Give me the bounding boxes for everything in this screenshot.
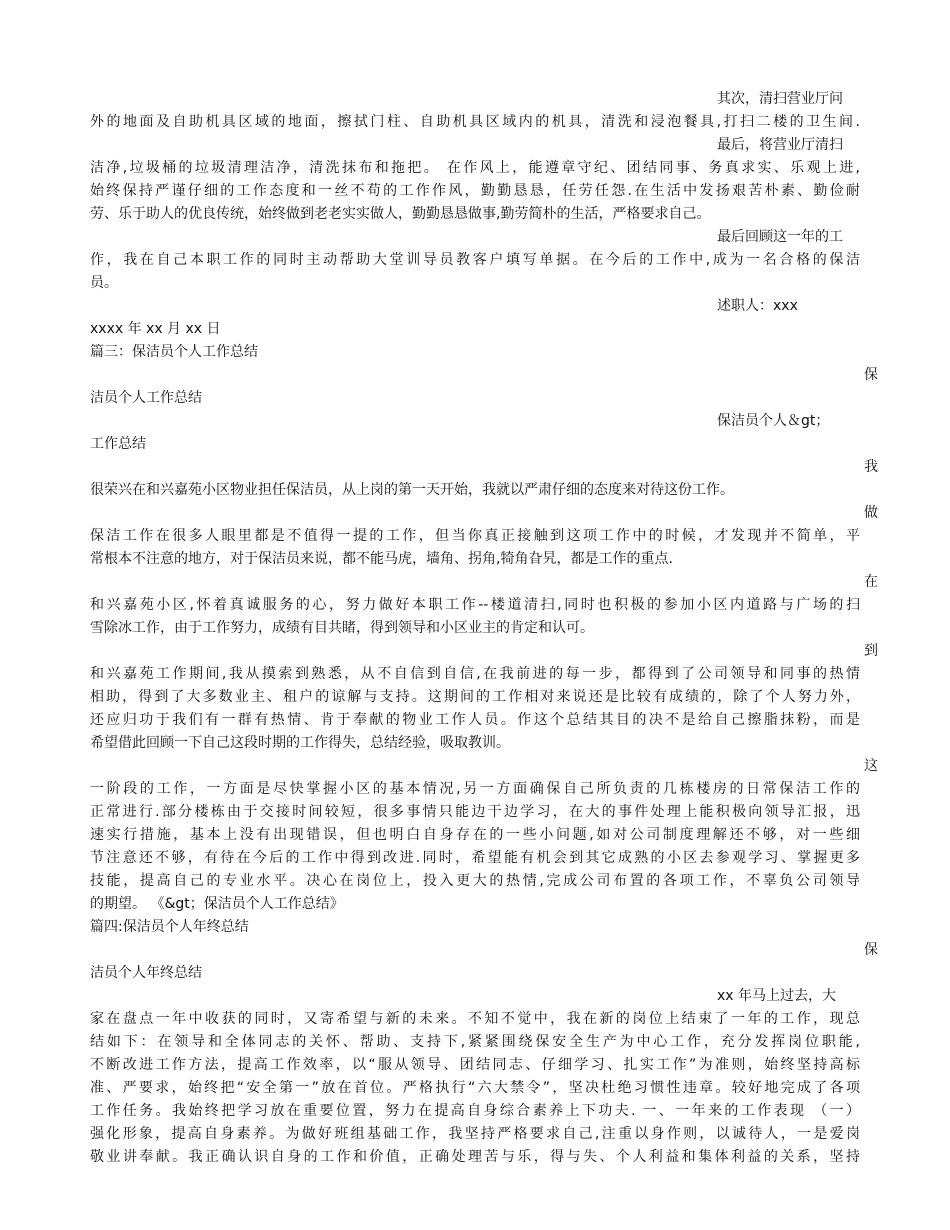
text-line: 强化形象，提高自身素养。为做好班组基础工作，我坚持严格要求自己,注重以身作则，以诚待人，一是爱岗 xyxy=(90,1126,860,1142)
text-line: 保 xyxy=(864,367,878,383)
text-line: 和兴嘉苑工作期间,我从摸索到熟悉，从不自信到自信,在我前进的每一步，都得到了公司领导和同事的热情 xyxy=(90,666,860,682)
text-line: 其次，清扫营业厅问 xyxy=(717,91,843,107)
text-line: 的期望。 《&gt；保洁员个人工作总结》 xyxy=(90,896,344,912)
text-line: 最后回顾这一年的工 xyxy=(717,229,843,245)
text-line: 还应归功于我们有一群有热情、肯于奉献的物业工作人员。作这个总结其目的决不是给自己擦脂抹粉，而是 xyxy=(90,712,860,728)
text-line: 保洁员个人＆gt； xyxy=(717,413,830,429)
text-line: 述职人：xxx xyxy=(717,298,798,314)
text-line: 常根本不注意的地方，对于保洁员来说，都不能马虎，墙角、拐角,犄角旮旯，都是工作的重点. xyxy=(90,551,673,567)
text-line: 雪除冰工作，由于工作努力，成绩有目共睹，得到领导和小区业主的肯定和认可。 xyxy=(90,620,594,636)
text-line: 洁员个人工作总结 xyxy=(90,390,202,406)
text-line: xxxx 年 xx 月 xx 日 xyxy=(90,321,221,337)
text-line: 工作总结 xyxy=(90,436,146,452)
text-line: 在 xyxy=(864,574,878,590)
text-line: 做 xyxy=(864,505,878,521)
text-line: 保洁工作在很多人眼里都是不值得一提的工作，但当你真正接触到这项工作中的时候，才发现并不简单，平 xyxy=(90,528,860,544)
text-line: 洁员个人年终总结 xyxy=(90,965,202,981)
text-line: 保 xyxy=(864,942,878,958)
text-line: 篇三：保洁员个人工作总结 xyxy=(90,344,258,360)
text-line: 节注意还不够，有待在今后的工作中得到改进.同时，希望能有机会到其它成熟的小区去参观学习、掌握更多 xyxy=(90,850,860,866)
text-line: 希望借此回顾一下自己这段时期的工作得失，总结经验，吸取教训。 xyxy=(90,735,510,751)
text-line: 始终保持严谨仔细的工作态度和一丝不苟的工作作风，勤勤恳恳，任劳任怨.在生活中发扬艰苦朴素、勤俭耐 xyxy=(90,183,860,199)
text-line: 最后，将营业厅清扫 xyxy=(717,137,843,153)
text-line: 这 xyxy=(864,758,878,774)
text-line: 结如下：在领导和全体同志的关怀、帮助、支持下,紧紧围绕保安全生产为中心工作，充分发挥岗位职能, xyxy=(90,1034,860,1050)
text-line: 技能，提高自己的专业水平。决心在岗位上，投入更大的热情,完成公司布置的各项工作，不辜负公司领导 xyxy=(90,873,860,889)
document-page xyxy=(90,88,878,1169)
text-line: 洁净,垃圾桶的垃圾清理洁净，清洗抹布和拖把。 在作风上，能遵章守纪、团结同事、务真求实、乐观上进, xyxy=(90,160,860,176)
text-line: 我 xyxy=(864,459,878,475)
text-line: 员。 xyxy=(90,275,118,291)
text-line: 正常进行.部分楼栋由于交接时间较短，很多事情只能边干边学习，在大的事件处理上能积极向领导汇报，迅 xyxy=(90,804,860,820)
text-line: 速实行措施，基本上没有出现错误，但也明白自身存在的一些小问题,如对公司制度理解还不够，对一些细 xyxy=(90,827,860,843)
text-line: 工作任务。我始终把学习放在重要位置，努力在提高自身综合素养上下功夫. 一、一年来的工作表现 （一） xyxy=(90,1103,860,1119)
text-line: 作，我在自己本职工作的同时主动帮助大堂训导员教客户填写单据。在今后的工作中,成为一名合格的保洁 xyxy=(90,252,860,268)
text-line: 准、严要求，始终把“安全第一”放在首位。严格执行“六大禁令”，坚决杜绝习惯性违章。较好地完成了各项 xyxy=(90,1080,860,1096)
text-line: 家在盘点一年中收获的同时，又寄希望与新的未来。不知不觉中，我在新的岗位上结束了一年的工作，现总 xyxy=(90,1011,860,1027)
text-line: xx 年马上过去，大 xyxy=(717,988,837,1004)
text-line: 敬业讲奉献。我正确认识自身的工作和价值，正确处理苦与乐，得与失、个人利益和集体利益的关系，坚持 xyxy=(90,1149,860,1165)
text-line: 外的地面及自助机具区域的地面，擦拭门柱、自助机具区域内的机具，清洗和浸泡餐具,打扫二楼的卫生间. xyxy=(90,114,860,130)
text-line: 很荣兴在和兴嘉苑小区物业担任保洁员，从上岗的第一天开始，我就以严肃仔细的态度来对待这份工作。 xyxy=(90,482,734,498)
text-line: 到 xyxy=(864,643,878,659)
text-line: 一阶段的工作，一方面是尽快掌握小区的基本情况,另一方面确保自己所负责的几栋楼房的日常保洁工作的 xyxy=(90,781,860,797)
text-line: 篇四:保洁员个人年终总结 xyxy=(90,919,249,935)
text-line: 和兴嘉苑小区,怀着真诚服务的心，努力做好本职工作--楼道清扫,同时也积极的参加小区内道路与广场的扫 xyxy=(90,597,860,613)
text-line: 不断改进工作方法，提高工作效率，以“服从领导、团结同志、仔细学习、扎实工作”为准则，始终坚持高标 xyxy=(90,1057,860,1073)
text-line: 劳、乐于助人的优良传统，始终做到老老实实做人，勤勤恳恳做事,勤劳简朴的生活，严格要求自己。 xyxy=(90,206,711,222)
text-line: 相助，得到了大多数业主、租户的谅解与支持。这期间的工作相对来说还是比较有成绩的，除了个人努力外， xyxy=(90,689,860,705)
